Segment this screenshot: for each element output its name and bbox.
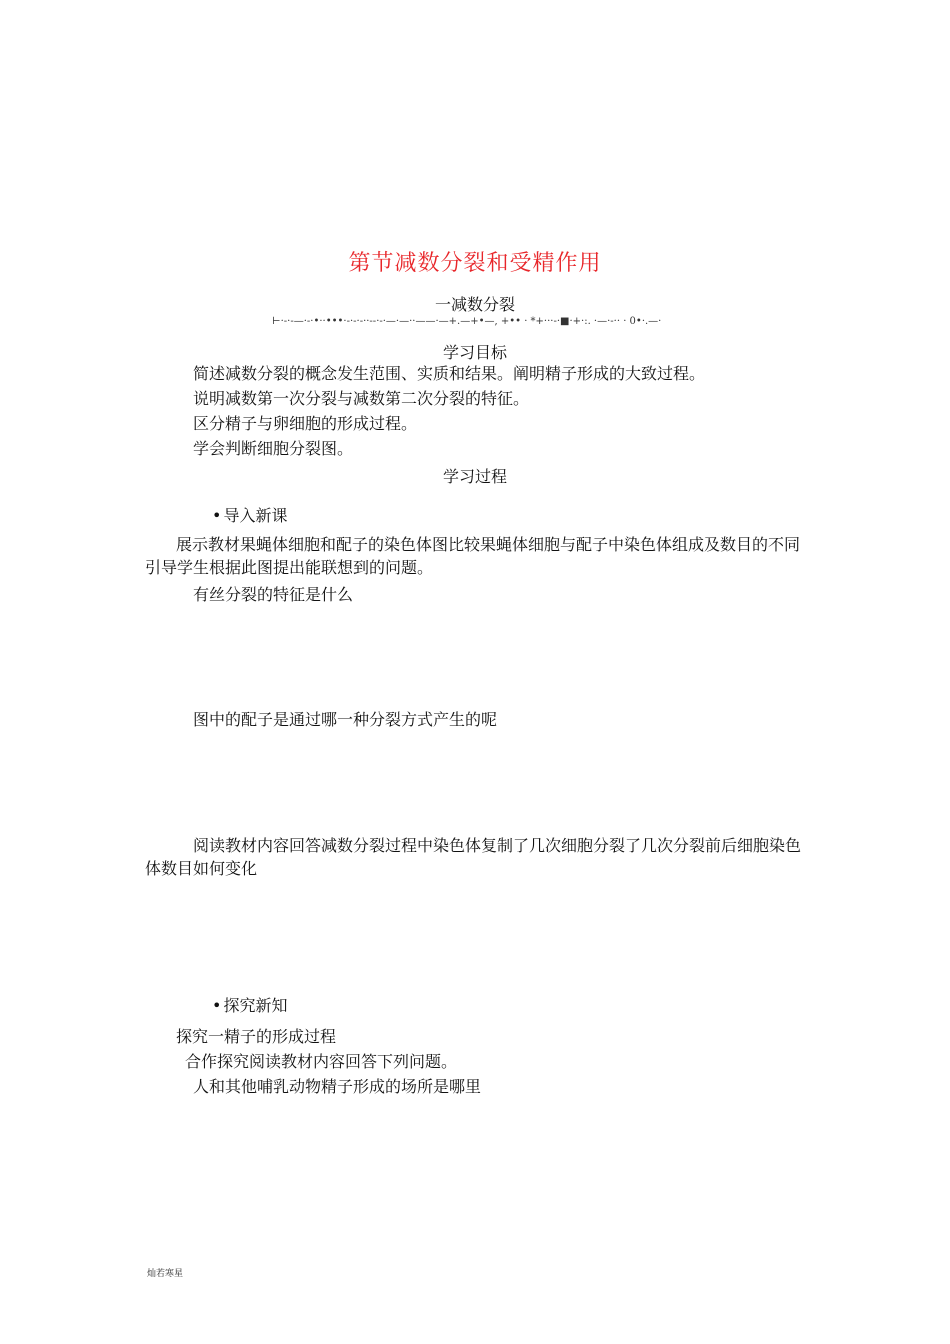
question-sperm-site: 人和其他哺乳动物精子形成的场所是哪里 (193, 1077, 482, 1096)
process-heading: 学习过程 (442, 467, 507, 486)
objectives-heading: 学习目标 (442, 343, 507, 362)
question-meiosis: 阅读教材内容回答减数分裂过程中染色体复制了几次细胞分裂了几次分裂前后细胞染色体数目如何变化 (145, 836, 802, 878)
question-gamete: 图中的配子是通过哪一种分裂方式产生的呢 (193, 710, 498, 729)
page-title: 第节减数分裂和受精作用 (348, 251, 602, 276)
decorative-noise-line: ⊢·-·-—·-·•··•••·-·-·-··--·-·—·—··——·—+.—+•—, +•• · *+···-·■·+·:. ·—·-·· · 0•·.—· (272, 316, 662, 327)
bullet-icon: • (212, 996, 222, 1015)
explore-label-text: 探究新知 (223, 996, 288, 1015)
explore-label (212, 995, 287, 1017)
explore-instruction: 合作探究阅读教材内容回答下列问题。 (185, 1052, 458, 1071)
explore-title: 探究一精子的形成过程 (176, 1027, 337, 1046)
bullet-icon: • (212, 506, 222, 525)
objective-item: 学会判断细胞分裂图。 (193, 439, 354, 458)
intro-label (212, 505, 287, 527)
section-subtitle: 一减数分裂 (434, 295, 515, 314)
intro-paragraph: 展示教材果蝇体细胞和配子的染色体图比较果蝇体细胞与配子中染色体组成及数目的不同引导学生根据此图提出能联想到的问题。 (145, 535, 801, 577)
intro-label-text: 导入新课 (223, 506, 288, 525)
footer-text: 灿若寒星 (147, 1269, 184, 1279)
question-mitosis: 有丝分裂的特征是什么 (193, 585, 354, 604)
objective-item: 区分精子与卵细胞的形成过程。 (193, 414, 418, 433)
objective-item: 说明减数第一次分裂与减数第二次分裂的特征。 (193, 389, 530, 408)
objective-item: 简述减数分裂的概念发生范围、实质和结果。阐明精子形成的大致过程。 (193, 364, 706, 383)
